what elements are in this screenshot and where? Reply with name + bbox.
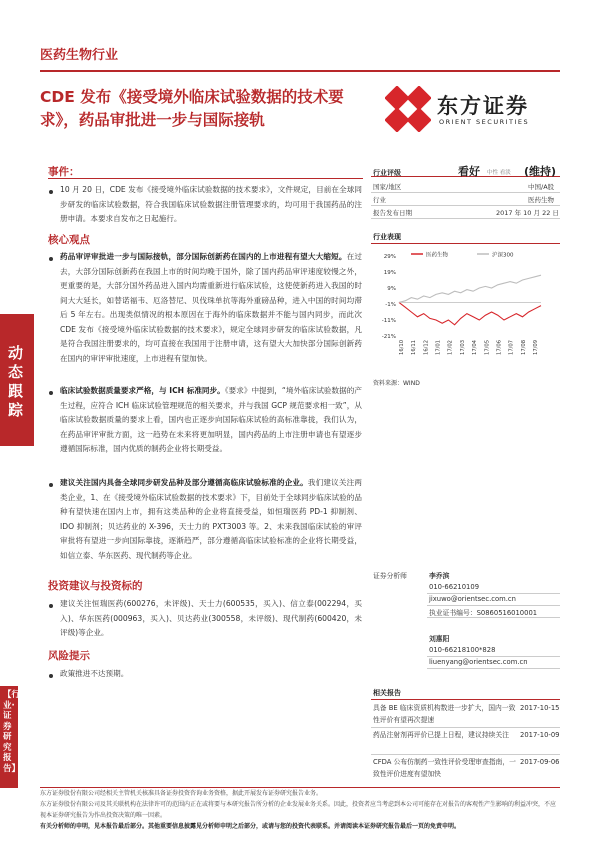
logo-en-text: ORIENT SECURITIES	[439, 118, 530, 126]
industry-performance-chart	[371, 248, 560, 368]
x-tick-label: 17/03	[459, 340, 466, 355]
y-tick-label: -1%	[385, 302, 396, 308]
x-tick-label: 17/02	[447, 340, 454, 355]
related-report-title[interactable]: CFDA 公布仿制药一致性评价受理审查指南，一致性评价进度有望加快	[373, 758, 516, 778]
related-report-title[interactable]: 药品注射剂再评价已提上日程，建议持续关注	[373, 731, 509, 739]
y-tick-label: 9%	[387, 286, 396, 292]
footer	[40, 788, 560, 832]
footer-line-1: 东方证券股份有限公司经相关主管机关核准具备证券投资咨询业务资格，据此开展发布证券研究报告业务。	[40, 790, 323, 797]
rating-value: 看好	[458, 165, 480, 178]
x-tick-label: 17/08	[520, 340, 527, 355]
y-tick-label: -21%	[381, 334, 396, 340]
footer-line-3: 有关分析师的申明，见本报告最后部分。其他重要信息披露见分析师申明之后部分，或请与您的投资代表联系。并请阅读本证券研究报告最后一页的免责申明。	[40, 823, 461, 830]
side-bottom-label: 【行业·证券研究报告】	[3, 690, 21, 774]
invest-heading: 投资建议与投资标的	[48, 580, 143, 592]
header-divider	[40, 70, 560, 72]
legend-label: 医药生物	[426, 252, 449, 259]
bullet-icon	[49, 190, 53, 194]
side-bottom-tab	[0, 686, 21, 788]
related-report-date: 2017-10-15	[520, 704, 560, 712]
bullet-icon	[49, 483, 53, 487]
core-point-2-text: 《要求》中提到，“境外临床试验数据的产生过程，应符合 ICH 临床试验管理规范的相关要求，并与我国 GCP 规范要求相一致”，从临床试验数据质量的要求上看，国内也正逐步向国际临床试验的高标准靠拢，我们认为，在药品审评审批方面，这一趋势在未来将更加明显，国内药品的上市注册申请也有望逐步遵循国际标准，国内优质的制药企业将长期受益。	[60, 386, 362, 453]
event-heading: 事件：	[48, 166, 80, 178]
analyst-phone: 010-66210109	[429, 583, 480, 591]
series-line	[399, 302, 541, 324]
analyst-name: 刘惠阳	[429, 635, 450, 643]
rating-row-key: 行业	[373, 196, 386, 204]
core-point-1-bold: 药品审评审批进一步与国际接轨，部分国际创新药在国内的上市进程有望大大缩短。	[60, 252, 347, 261]
core-point-3-bold: 建议关注国内具备全球同步研发品种及部分遵循高临床试验标准的企业。	[60, 478, 308, 487]
x-tick-label: 17/05	[484, 340, 491, 355]
industry-label: 医药生物行业	[40, 48, 119, 63]
risk-text: 政策推进不达预期。	[60, 669, 129, 678]
x-tick-label: 17/01	[435, 340, 442, 355]
core-point-3	[60, 476, 362, 563]
event-divider	[48, 178, 363, 179]
row-divider	[371, 218, 560, 219]
x-tick-label: 16/11	[411, 340, 418, 355]
analyst-email[interactable]: liuenyang@orientsec.com.cn	[429, 658, 528, 666]
x-tick-label: 16/10	[399, 340, 405, 355]
logo-mark-icon	[385, 86, 431, 132]
row-divider	[371, 727, 560, 728]
row-divider	[427, 656, 560, 657]
rating-status: (维持)	[524, 165, 557, 178]
bullet-icon	[49, 674, 53, 678]
rating-row-key: 国家/地区	[373, 183, 402, 191]
core-point-2-bold: 临床试验数据质量要求严格，与 ICH 标准同步。	[60, 386, 225, 395]
x-tick-label: 17/07	[508, 340, 515, 355]
row-divider	[427, 617, 560, 618]
related-report-date: 2017-09-06	[520, 758, 560, 766]
rating-row-value: 2017 年 10 月 22 日	[496, 209, 559, 217]
related-heading: 相关报告	[373, 689, 401, 697]
y-tick-label: 29%	[383, 254, 396, 260]
company-logo	[385, 86, 565, 132]
chart-heading: 行业表现	[373, 233, 401, 241]
rating-row-value: 医药生物	[528, 196, 554, 204]
row-divider	[427, 605, 560, 606]
legend-label: 沪深300	[492, 252, 514, 259]
analyst-cert: 执业证书编号：S0860516010001	[429, 609, 538, 617]
side-tab	[0, 314, 34, 446]
event-text: 10 月 20 日，CDE 发布《接受境外临床试验数据的技术要求》，文件规定，目前在全球同步研发的临床试验数据，符合我国临床试验数据注册管理要求的，均可用于我国药品的注册申请。本要求自发布之日起施行。	[60, 185, 362, 223]
analyst-email[interactable]: jixuwo@orientsec.com.cn	[429, 595, 516, 603]
y-tick-label: -11%	[381, 318, 396, 324]
row-divider	[427, 593, 560, 594]
related-report-title[interactable]: 具备 BE 临床资质机构数进一步扩大，国内一致性评价有望再次提速	[373, 704, 516, 724]
related-top-line	[371, 699, 560, 700]
bullet-icon	[49, 391, 53, 395]
related-report-date: 2017-10-09	[520, 731, 560, 739]
analyst-name: 李乔滨	[429, 572, 450, 580]
chart-source: 资料来源：WIND	[373, 380, 420, 387]
core-point-1-text: 在过去，大部分国际创新药在我国上市的时间均晚于国外，除了国内药品审评速度较慢之外，更重要的是，大部分国外药品进入国内均需重新进行临床试验，这使使新药进入我国的时间大大延长，如替诺福韦、厄洛替尼、贝伐珠单抗等海外重磅品种，进入中国的时间均滞后 5 年左右。出现类似情况的根本原因在于海外的临床数据并不能与国内同步，而此次 CDE 发布《接受境外临床试验数据的技术要求》，规定全球同步研发的临床试验数据，凡是符合我国注册要求的，均可直接在我国用于注册申请，这有望大大加快部分国际创新药在国内的审评审批速度，上市进程有望加快。	[60, 252, 362, 363]
rating-label: 行业评级	[373, 169, 401, 177]
rating-scale: 中性 看淡	[487, 170, 511, 176]
risk-heading: 风险提示	[48, 650, 90, 662]
invest-text: 建议关注恒瑞医药(600276，未评级)、天士力(600535，买入)、信立泰(002294，买入)、华东医药(000963，买入)、贝达药业(300558，未评级)、现代制药(600420，未评级)等企业。	[60, 599, 362, 637]
row-divider	[427, 668, 560, 669]
core-point-2	[60, 384, 362, 457]
core-heading: 核心观点	[48, 234, 90, 246]
row-divider	[371, 192, 560, 193]
analyst-label: 证券分析师	[373, 572, 407, 580]
analyst-phone: 010-66218100*828	[429, 646, 496, 654]
report-title: CDE 发布《接受境外临床试验数据的技术要求》，药品审批进一步与国际接轨	[40, 88, 344, 129]
rating-row-key: 报告发布日期	[373, 209, 412, 217]
row-divider	[371, 205, 560, 206]
x-tick-label: 16/12	[423, 340, 430, 355]
core-point-3-text: 我们建议关注两类企业，1、在《接受境外临床试验数据的技术要求》下，目前处于全球同步临床试验的品种有望快速在国内上市，拥有这类品种的企业将直接受益，如恒瑞医药 PD-1 抑制剂、IDO 抑制剂；贝达药业的 X-396，天士力的 PXT3003 等。2、未来我国临床试验的审评审批将有望进一步向国际靠拢，逐渐趋严，部分遵循高临床试验标准的企业将长期受益，如信立泰、华东医药、现代制药等企业。	[60, 478, 363, 560]
y-tick-label: 19%	[383, 270, 396, 276]
logo-cn-text: 东方证券	[437, 94, 529, 118]
side-tab-label: 动态跟踪	[8, 344, 24, 419]
x-tick-label: 17/09	[533, 340, 539, 355]
bullet-icon	[49, 604, 53, 608]
bullet-icon	[49, 257, 53, 261]
footer-line-2: 东方证券股份有限公司及其关联机构在法律许可的范围内正在或将要与本研究报告所分析的企业发展业务关系。因此，投资者应当考虑到本公司可能存在对报告的客观性产生影响的利益冲突，不应视本证券研究报告为作出投资决策的唯一因素。	[40, 801, 557, 819]
series-line	[399, 275, 541, 302]
chart-top-line	[371, 243, 560, 244]
row-divider	[371, 754, 560, 755]
rating-row-value: 中国/A股	[528, 183, 555, 191]
x-tick-label: 17/06	[496, 340, 503, 355]
core-point-1	[60, 250, 362, 366]
x-tick-label: 17/04	[472, 340, 479, 355]
